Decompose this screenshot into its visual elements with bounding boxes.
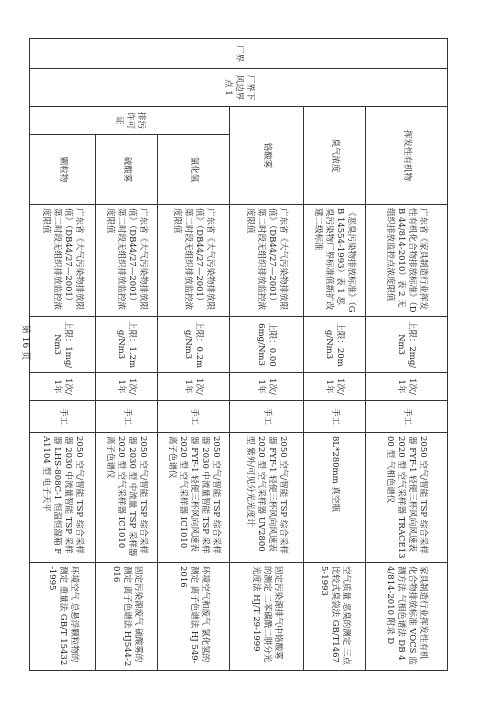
analysis-method-cell: 固定污染源排气中铬酸雾的测定 二苯碳酰二肼分光光度法 HJ/T 29-1999 xyxy=(230,563,304,671)
instrument-cell: 2050 空气/智能 TSP 综合采样器 2030 型 中流量 TSP 采样器 2020 型 空气采样器 IC1010 离子色谱仪 xyxy=(96,433,158,563)
page-number: 第 16 页 xyxy=(20,324,31,361)
limit-cell: 上限：0.006mg/Nm3 xyxy=(230,317,304,373)
standard-cell: 广东省《大气污染物排放限值》（DB44/27—2001）第二时段无组织排放监控浓度限值 xyxy=(30,205,96,317)
analysis-method-cell: 家具制造行业挥发性有机化合物排放标准 VOCS 监测方法 气相色谱法 DB 44/814-2010 附录 D xyxy=(366,563,448,671)
pollutant-cell: 铬酸雾 xyxy=(230,107,304,205)
method-type-cell: 手工 xyxy=(366,401,448,433)
monitoring-table xyxy=(29,38,448,671)
instrument-cell: 8L*280mm 真空瓶 xyxy=(304,433,366,563)
limit-cell: 上限：1.2mg/Nm3 xyxy=(96,317,158,373)
row-label-cell: 厂界 xyxy=(30,39,448,69)
standard-cell: 广东省《大气污染物排放限值》（DB44/27—2001）第二时段无组织排放监控浓度限值 xyxy=(96,205,158,317)
group-label-cell: 排污许可证 xyxy=(30,107,230,135)
method-type-cell: 手工 xyxy=(158,401,230,433)
instrument-cell: 2050 空气/智能 TSP 综合采样器 FYF-1 轻便三杯风向风速表 2020 型 空气采样器 UV2800 型 紫外/可见分光光度计 xyxy=(230,433,304,563)
limit-cell: 上限：2mg/Nm3 xyxy=(366,317,448,373)
instrument-cell: 2050 空气/智能 TSP 综合采样器 2030 中流量智能 TSP 采样器 LHS-808C-1 恒温恒湿箱 FA1104 型 电子天平 xyxy=(30,433,96,563)
monitoring-table-rotated xyxy=(30,38,448,670)
frequency-cell: 1次/1年 xyxy=(158,373,230,401)
table-row xyxy=(230,39,304,671)
table-row xyxy=(304,39,366,671)
table-body xyxy=(30,39,448,671)
pollutant-cell: 臭气浓度 xyxy=(304,107,366,205)
frequency-cell: 1次/1年 xyxy=(230,373,304,401)
limit-cell: 上限：20mg/Nm3 xyxy=(304,317,366,373)
frequency-cell: 1次/1年 xyxy=(366,373,448,401)
method-type-cell: 手工 xyxy=(304,401,366,433)
pollutant-cell: 挥发性有机物 xyxy=(366,107,448,205)
sub-label-cell: 厂界下风边界点 1 xyxy=(30,69,448,107)
table-row xyxy=(366,39,448,671)
limit-cell: 上限：1mg/Nm3 xyxy=(30,317,96,373)
standard-cell: 广东省《家具制造行业挥发性有机化合物排放标准》（DB 44/814-2010）表 2 无组织排放监控点浓度限值 xyxy=(366,205,448,317)
analysis-method-cell: 环境空气 总悬浮颗粒物的测定 重量法 GB/T 15432-1995 xyxy=(30,563,96,671)
analysis-method-cell: 固定污染源废气 硫酸雾的测定 离子色谱法 HJ544-2016 xyxy=(96,563,158,671)
method-type-cell: 手工 xyxy=(230,401,304,433)
method-type-cell: 手工 xyxy=(96,401,158,433)
standard-cell: 广东省《大气污染物排放限值》（DB44/27—2001）第二时段无组织排放监控浓度限值 xyxy=(230,205,304,317)
method-type-cell: 手工 xyxy=(30,401,96,433)
analysis-method-cell: 环境空气和废气 氯化氢的测定 离子色谱法 HJ 549-2016 xyxy=(158,563,230,671)
table-row xyxy=(158,39,230,671)
frequency-cell: 1次/1年 xyxy=(30,373,96,401)
standard-cell: 广东省《大气污染物排放限值》（DB44/27—2001）第二时段无组织排放监控浓度限值 xyxy=(158,205,230,317)
limit-cell: 上限：0.2mg/Nm3 xyxy=(158,317,230,373)
pollutant-cell: 颗粒物 xyxy=(30,135,96,205)
pollutant-cell: 硫酸雾 xyxy=(96,135,158,205)
frequency-cell: 1次/1年 xyxy=(304,373,366,401)
pollutant-cell: 氯化氢 xyxy=(158,135,230,205)
instrument-cell: 2050 空气/智能 TSP 综合采样器 2030 中流量智能 TSP 采样器 FYF-1 轻便三杯风向风速表 2020 型 空气采样器 IC1010 离子色谱仪 xyxy=(158,433,230,563)
analysis-method-cell: 空气质量 恶臭的测定 三点比较式臭袋法 GB/T14675-1993 xyxy=(304,563,366,671)
standard-cell: 《恶臭污染物排放标准》（GB 14554-1993）表 1 恶臭污染物厂界标准值新扩改建二级标准 xyxy=(304,205,366,317)
frequency-cell: 1次/1年 xyxy=(96,373,158,401)
instrument-cell: 2050 空气/智能 TSP 综合采样器 FYF-1 轻便三杯风向风速表 2020 型 空气采样器 TRACE1300 型 气相色谱仪 xyxy=(366,433,448,563)
